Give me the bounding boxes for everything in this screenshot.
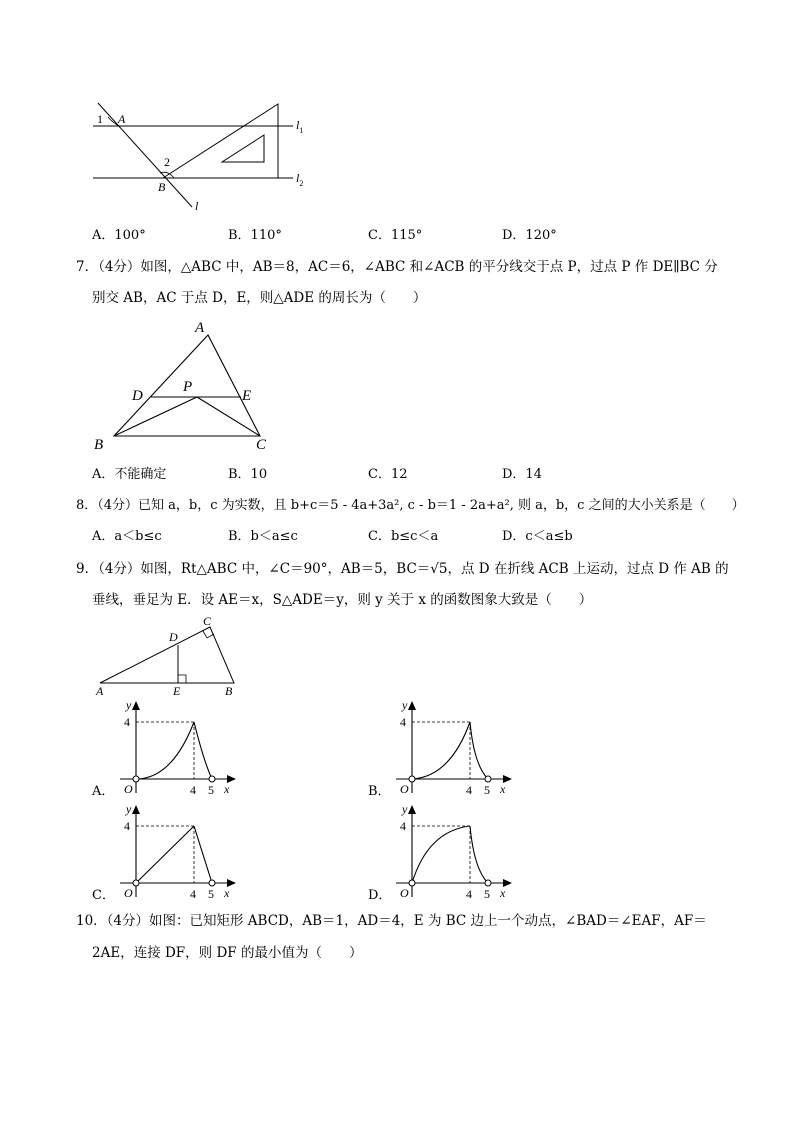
point-e-label: E xyxy=(173,684,181,698)
q9-stem-line1: 9．（4分）如图，Rt△ABC 中，∠C＝90°，AB＝5，BC＝√5，点 D 在折线 ACB 上运动，过点 D 作 AB 的 xyxy=(76,561,729,577)
q9-option-a[interactable]: A． xyxy=(92,784,115,799)
segment-rise xyxy=(136,826,194,883)
y-axis-arrow xyxy=(132,701,140,710)
x-tick-5: 5 xyxy=(208,887,214,901)
x-label: x xyxy=(500,886,506,900)
q9-graph-c xyxy=(112,801,242,901)
curve-fall xyxy=(470,826,488,883)
origin-label: O xyxy=(124,782,133,796)
q9-option-b[interactable]: B． xyxy=(368,784,391,799)
segment-fall xyxy=(194,826,212,883)
origin-dot xyxy=(409,776,415,782)
point-a-label: A xyxy=(195,320,205,336)
x-tick-5: 5 xyxy=(208,783,214,797)
q9-graph-a xyxy=(112,697,242,797)
q9-stem-line2: 垂线，垂足为 E．设 AE＝x，S△ADE＝y，则 y 关于 x 的函数图象大致是（ ） xyxy=(92,592,593,608)
q8-option-a[interactable]: A．a＜b≤c xyxy=(92,529,162,544)
origin-label: O xyxy=(400,782,409,796)
x-label: x xyxy=(224,886,230,900)
point-b-label: B xyxy=(225,684,233,698)
point-c-label: C xyxy=(203,614,212,628)
y-tick-label: 4 xyxy=(400,715,406,729)
q10-stem-line2: 2AE，连接 DF，则 DF 的最小值为（ ） xyxy=(92,945,363,961)
q6-option-b[interactable]: B．110° xyxy=(228,228,282,243)
point-e-label: E xyxy=(242,388,252,404)
q7-stem-line1: 7．（4分）如图，△ABC 中，AB＝8，AC＝6，∠ABC 和∠ACB 的平分线交于点 P，过点 P 作 DE∥BC 分 xyxy=(76,259,718,275)
point-b-label: B xyxy=(94,437,104,453)
point-d-label: D xyxy=(169,630,178,644)
y-axis-arrow xyxy=(408,805,416,814)
transversal-l xyxy=(98,103,192,207)
q9-option-c[interactable]: C． xyxy=(92,888,115,903)
x-tick-4: 4 xyxy=(190,783,196,797)
y-label: y xyxy=(126,698,132,712)
curve-rise xyxy=(412,826,470,883)
end-dot xyxy=(209,776,215,782)
point-d-label: D xyxy=(132,388,143,404)
y-axis-arrow xyxy=(408,701,416,710)
q7-option-b[interactable]: B．10 xyxy=(228,467,268,482)
line-l-label: l xyxy=(195,199,199,213)
origin-label: O xyxy=(400,886,409,900)
triangle-abc xyxy=(100,627,234,683)
q9-graph-d xyxy=(388,801,518,901)
q7-option-d[interactable]: D．14 xyxy=(502,467,542,482)
origin-dot xyxy=(409,880,415,886)
y-label: y xyxy=(402,802,408,816)
y-tick-label: 4 xyxy=(124,715,130,729)
curve-rise xyxy=(412,722,470,779)
point-a-label: A xyxy=(118,112,126,126)
q9-graph-b xyxy=(388,697,518,797)
q9-option-d[interactable]: D． xyxy=(368,888,392,903)
curve-fall xyxy=(470,722,488,779)
origin-label: O xyxy=(124,886,133,900)
x-tick-5: 5 xyxy=(484,783,490,797)
origin-dot xyxy=(133,776,139,782)
q7-option-a[interactable]: A．不能确定 xyxy=(92,467,167,482)
q10-stem-line1: 10．（4分）如图：已知矩形 ABCD，AB＝1，AD＝4，E 为 BC 边上一个动点，∠BAD＝∠EAF，AF＝ xyxy=(76,913,707,929)
y-tick-label: 4 xyxy=(124,819,130,833)
x-label: x xyxy=(224,782,230,796)
x-tick-4: 4 xyxy=(466,783,472,797)
end-dot xyxy=(485,880,491,886)
curve-fall xyxy=(194,722,212,779)
q6-figure xyxy=(88,98,318,218)
angle1-label: 1 xyxy=(97,112,103,126)
q6-option-a[interactable]: A．100° xyxy=(92,228,146,243)
q8-stem-line1: 8．（4分）已知 a，b，c 为实数，且 b+c＝5 - 4a+3a², c - b＝1 - 2a+a², 则 a，b，c 之间的大小关系是（ ） xyxy=(76,498,745,513)
set-square-outer xyxy=(163,104,278,178)
end-dot xyxy=(485,776,491,782)
end-dot xyxy=(209,880,215,886)
x-tick-4: 4 xyxy=(190,887,196,901)
q6-option-c[interactable]: C．115° xyxy=(368,228,423,243)
point-a-label: A xyxy=(96,684,104,698)
q9-figure xyxy=(90,612,250,698)
point-c-label: C xyxy=(256,437,267,453)
q8-option-b[interactable]: B．b＜a≤c xyxy=(228,529,298,544)
q7-option-c[interactable]: C．12 xyxy=(368,467,408,482)
point-b-label: B xyxy=(158,180,166,194)
angle2-label: 2 xyxy=(164,155,170,169)
right-angle-e xyxy=(178,675,186,683)
point-p-label: P xyxy=(183,379,193,395)
x-label: x xyxy=(500,782,506,796)
q6-option-d[interactable]: D．120° xyxy=(502,228,557,243)
curve-rise xyxy=(136,722,194,779)
line-l1-label: $l_1$ xyxy=(296,118,304,135)
y-label: y xyxy=(126,802,132,816)
q8-option-d[interactable]: D．c＜a≤b xyxy=(502,529,573,544)
x-tick-4: 4 xyxy=(466,887,472,901)
x-tick-5: 5 xyxy=(484,887,490,901)
set-square-inner xyxy=(222,135,264,162)
y-tick-label: 4 xyxy=(400,819,406,833)
q7-figure xyxy=(88,316,288,456)
q7-stem-line2: 别交 AB，AC 于点 D，E，则△ADE 的周长为（ ） xyxy=(92,290,427,306)
line-l2-label: $l_2$ xyxy=(296,171,304,188)
origin-dot xyxy=(133,880,139,886)
y-axis-arrow xyxy=(132,805,140,814)
q8-option-c[interactable]: C．b≤c＜a xyxy=(368,529,439,544)
y-label: y xyxy=(402,698,408,712)
